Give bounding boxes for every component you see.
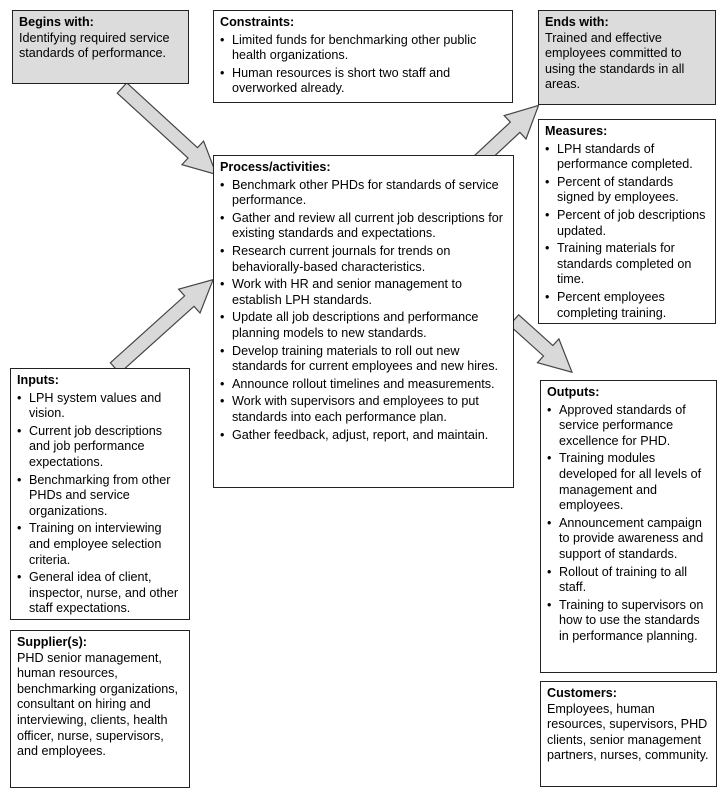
customers-title: Customers: <box>547 686 617 700</box>
suppliers-text: PHD senior management, human resources, benchmarking organizations, consultant on hiring and interviewing, clients, health officer, nurse, supervisors, and employees. <box>17 650 179 759</box>
arrow-begins-to-process <box>111 76 227 186</box>
constraint-item: • Limited funds for benchmarking other public health organizations. <box>220 33 506 64</box>
process-item: • Gather feedback, adjust, report, and maintain. <box>220 428 507 444</box>
process-title: Process/activities: <box>220 160 331 174</box>
constraints-box <box>213 10 513 103</box>
outputs-list <box>547 403 710 645</box>
measure-item: • Percent of standards signed by employees. <box>545 175 709 206</box>
customers-text: Employees, human resources, supervisors, PHD clients, senior management partners, nurses, community. <box>547 701 709 763</box>
output-item: • Approved standards of service performance excellence for PHD. <box>547 403 710 450</box>
ends-with-title: Ends with: <box>545 15 609 29</box>
begins-with-box <box>12 10 189 84</box>
begins-with-text: Identifying required service standards of performance. <box>19 30 170 61</box>
measure-item: • Percent employees completing training. <box>545 290 709 321</box>
measures-box <box>538 119 716 324</box>
customers-box <box>540 681 717 787</box>
inputs-list <box>17 391 183 617</box>
process-item: • Develop training materials to roll out new standards for current employees and new hires. <box>220 344 507 375</box>
process-item: • Update all job descriptions and performance planning models to new standards. <box>220 310 507 341</box>
process-item: • Research current journals for trends on behaviorally-based characteristics. <box>220 244 507 275</box>
process-list <box>220 178 507 444</box>
output-item: • Training modules developed for all levels of management and employees. <box>547 451 710 513</box>
process-box <box>213 155 514 488</box>
input-item: • Training on interviewing and employee selection criteria. <box>17 521 183 568</box>
inputs-box <box>10 368 190 620</box>
process-item: • Work with supervisors and employees to put standards into each performance plan. <box>220 394 507 425</box>
measure-item: • Training materials for standards completed on time. <box>545 241 709 288</box>
measures-title: Measures: <box>545 124 608 138</box>
input-item: • General idea of client, inspector, nurse, and other staff expectations. <box>17 570 183 617</box>
output-item: • Training to supervisors on how to use the standards in performance planning. <box>547 598 710 645</box>
input-item: • LPH system values and vision. <box>17 391 183 422</box>
constraints-title: Constraints: <box>220 15 295 29</box>
constraints-list <box>220 33 506 97</box>
process-item: • Gather and review all current job descriptions for existing standards and expectations. <box>220 211 507 242</box>
output-item: • Announcement campaign to provide awareness and support of standards. <box>547 516 710 563</box>
ends-with-text: Trained and effective employees committed to using the standards in all areas. <box>545 30 685 92</box>
measures-list <box>545 142 709 322</box>
measure-item: • LPH standards of performance completed. <box>545 142 709 173</box>
outputs-title: Outputs: <box>547 385 600 399</box>
suppliers-title: Supplier(s): <box>17 635 87 649</box>
constraint-item: • Human resources is short two staff and overworked already. <box>220 66 506 97</box>
begins-with-title: Begins with: <box>19 15 94 29</box>
input-item: • Benchmarking from other PHDs and service organizations. <box>17 473 183 520</box>
outputs-box <box>540 380 717 673</box>
process-item: • Announce rollout timelines and measurements. <box>220 377 507 393</box>
output-item: • Rollout of training to all staff. <box>547 565 710 596</box>
arrow-inputs-to-process <box>104 268 224 380</box>
input-item: • Current job descriptions and job performance expectations. <box>17 424 183 471</box>
inputs-title: Inputs: <box>17 373 59 387</box>
process-item: • Benchmark other PHDs for standards of service performance. <box>220 178 507 209</box>
measure-item: • Percent of job descriptions updated. <box>545 208 709 239</box>
suppliers-box <box>10 630 190 788</box>
process-item: • Work with HR and senior management to establish LPH standards. <box>220 277 507 308</box>
ends-with-box <box>538 10 716 105</box>
